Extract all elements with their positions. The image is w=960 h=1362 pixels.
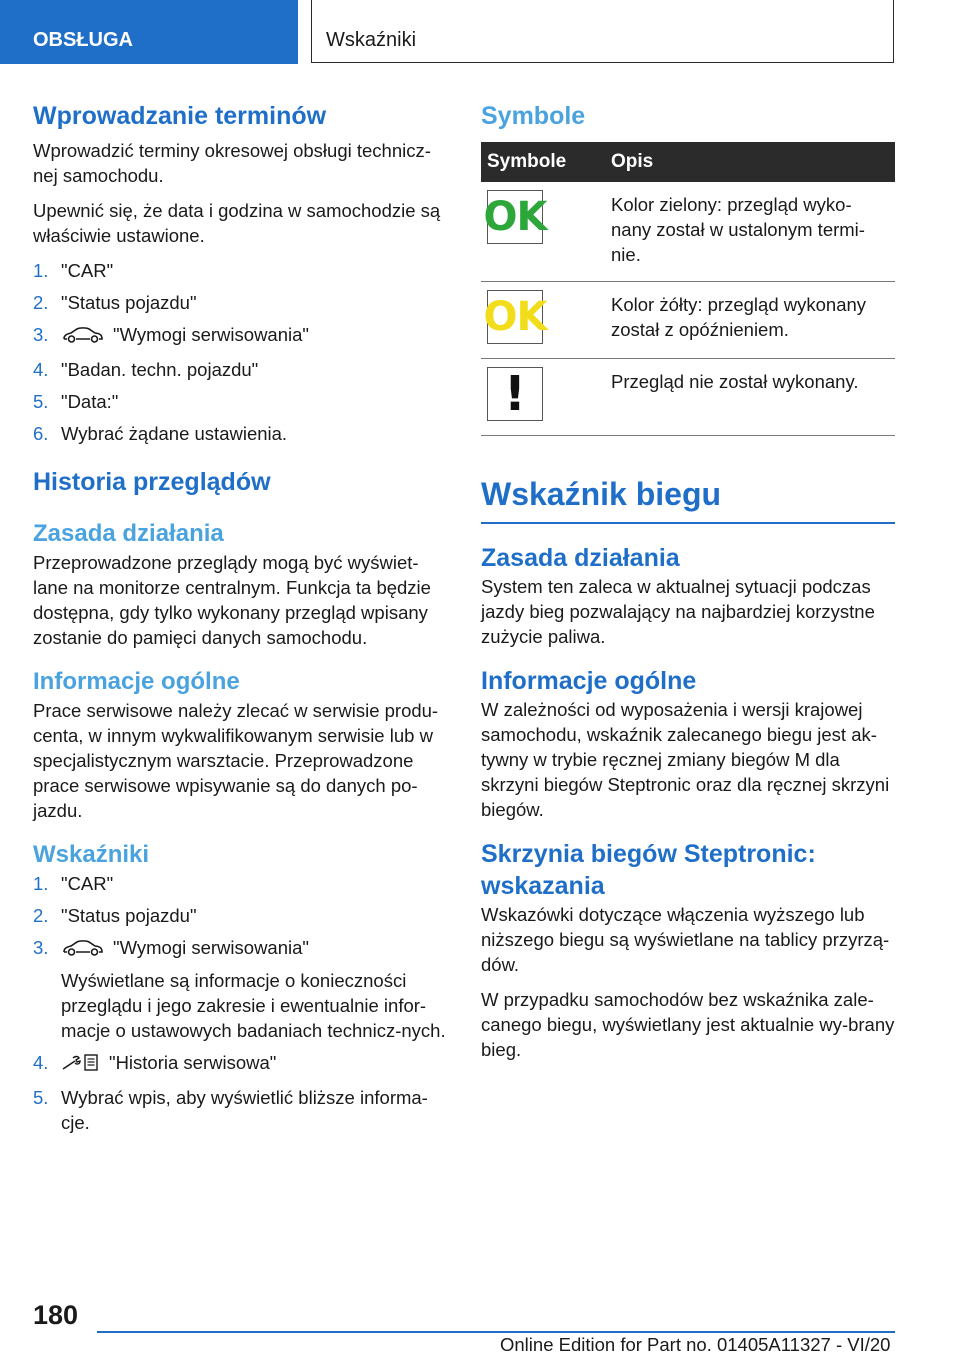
steptronic-text-1: Wskazówki dotyczące włączenia wyższego lub niższego biegu są wyświetlane na tablicy przyrzą-dów. <box>481 904 890 975</box>
step-number: 3. <box>33 324 49 345</box>
step-text: "CAR" <box>61 260 114 281</box>
heading-divider <box>481 522 895 524</box>
step-number: 2. <box>33 292 49 313</box>
symbol-cell <box>481 359 605 436</box>
appointments-para-1: Wprowadzić terminy okresowej obsługi technicz-nej samochodu. <box>33 140 431 186</box>
ok-yellow-icon <box>483 290 547 344</box>
step-text: "Wymogi serwisowania" <box>113 324 309 345</box>
gear-principle-heading: Zasada działania <box>481 544 680 572</box>
header-chapter-label: Wskaźniki <box>326 29 417 51</box>
gear-general-text: W zależności od wyposażenia i wersji krajowej samochodu, wskaźnik zalecanego biegu jest ak-tywny w trybie ręcznej zmiany biegów M dla skrzyni biegów Steptronic oraz dla ręcznej skrzyni biegów. <box>481 699 890 820</box>
step-number: 5. <box>33 391 49 412</box>
list-item <box>33 357 447 382</box>
header-section-label: OBSŁUGA <box>33 29 133 51</box>
list-item <box>33 421 447 446</box>
table-row <box>481 282 895 359</box>
steptronic-text-2: W przypadku samochodów bez wskaźnika zale-canego biegu, wyświetlany jest aktualnie wy-brany bieg. <box>481 989 895 1060</box>
step-text: "Status pojazdu" <box>61 905 197 926</box>
step-text: "Historia serwisowa" <box>109 1052 277 1073</box>
history-general-text: Prace serwisowe należy zlecać w serwisie produ-centa, w innym wykwalifikowanym serwisie lub w specjalistycznym warsztacie. Przeprowadzone prace serwisowe wpisywanie są do danych po-jazdu. <box>33 700 439 821</box>
symbol-glyph: ! <box>504 366 526 422</box>
ok-green-icon <box>483 190 547 244</box>
step-text: "Badan. techn. pojazdu" <box>61 359 259 380</box>
table-row <box>481 359 895 436</box>
car-icon <box>61 938 105 963</box>
history-indicators-heading: Wskaźniki <box>33 841 150 868</box>
description-cell: Kolor żółty: przegląd wykonany został z opóźnieniem. <box>605 282 895 359</box>
gear-general-heading: Informacje ogólne <box>481 667 697 695</box>
wrench-list-icon <box>61 1052 101 1078</box>
list-item <box>33 258 447 283</box>
history-principle-heading: Zasada działania <box>33 520 224 547</box>
page-number: 180 <box>33 1300 79 1330</box>
step-number: 6. <box>33 423 49 444</box>
gear-indicator-heading: Wskaźnik biegu <box>481 476 722 512</box>
symbol-cell <box>481 282 605 359</box>
gear-principle-text: System ten zaleca w aktualnej sytuacji podczas jazdy bieg pozwalający na najbardziej korzystne zużycie paliwa. <box>481 576 875 647</box>
history-steps <box>33 871 447 1135</box>
step-number: 4. <box>33 1052 49 1073</box>
header-section-tab <box>0 0 298 64</box>
list-item <box>33 1085 447 1135</box>
list-item <box>33 290 447 315</box>
appointments-heading: Wprowadzanie terminów <box>33 102 327 130</box>
symbols-table <box>481 142 895 436</box>
list-item <box>33 903 447 928</box>
table-row <box>481 182 895 282</box>
description-cell: Przegląd nie został wykonany. <box>605 359 895 436</box>
table-header-row <box>481 142 895 182</box>
step-number: 2. <box>33 905 49 926</box>
column-header-symbol: Symbole <box>481 142 605 182</box>
list-item <box>33 389 447 414</box>
symbol-glyph: OK <box>483 193 547 240</box>
description-cell: Kolor zielony: przegląd wyko-nany został w ustalonym termi-nie. <box>605 182 895 282</box>
step-number: 1. <box>33 260 49 281</box>
step-text: "CAR" <box>61 873 114 894</box>
symbols-heading: Symbole <box>481 102 586 130</box>
history-general-heading: Informacje ogólne <box>33 668 240 695</box>
footer-divider <box>97 1331 895 1333</box>
step-text: Wybrać żądane ustawienia. <box>61 423 288 444</box>
step-number: 4. <box>33 359 49 380</box>
steptronic-heading: Skrzynia biegów Steptronic: wskazania <box>481 840 816 900</box>
step-number: 3. <box>33 937 49 958</box>
symbol-cell <box>481 182 605 282</box>
footer-edition: Online Edition for Part no. 01405A11327 - VI/20 <box>500 1334 891 1355</box>
step-text: "Status pojazdu" <box>61 292 197 313</box>
appointments-para-2: Upewnić się, że data i godzina w samochodzie są właściwie ustawione. <box>33 200 441 246</box>
history-principle-text: Przeprowadzone przeglądy mogą być wyświet-lane na monitorze centralnym. Funkcja ta będzie dostępna, gdy tylko wykonany przegląd wpisany zostanie do pamięci danych samochodu. <box>33 552 431 648</box>
list-item <box>33 871 447 896</box>
history-heading: Historia przeglądów <box>33 468 271 496</box>
step-text: "Data:" <box>61 391 119 412</box>
list-item <box>33 1050 447 1078</box>
exclamation-icon <box>487 367 543 421</box>
left-column <box>33 100 447 1149</box>
list-item <box>33 935 447 1043</box>
step-subtext: Wyświetlane są informacje o konieczności przeglądu i jego zakresie i ewentualnie infor-macje o ustawowych badaniach technicz-nych. <box>61 970 446 1041</box>
step-text: "Wymogi serwisowania" <box>113 937 309 958</box>
car-icon <box>61 325 105 350</box>
list-item <box>33 322 447 350</box>
column-header-description: Opis <box>605 142 895 182</box>
step-number: 5. <box>33 1087 49 1108</box>
appointments-steps <box>33 258 447 446</box>
step-number: 1. <box>33 873 49 894</box>
symbol-glyph: OK <box>483 293 547 340</box>
header-chapter-box <box>311 0 894 63</box>
step-text: Wybrać wpis, aby wyświetlić bliższe informa-cje. <box>61 1087 428 1133</box>
right-column <box>481 100 895 1072</box>
